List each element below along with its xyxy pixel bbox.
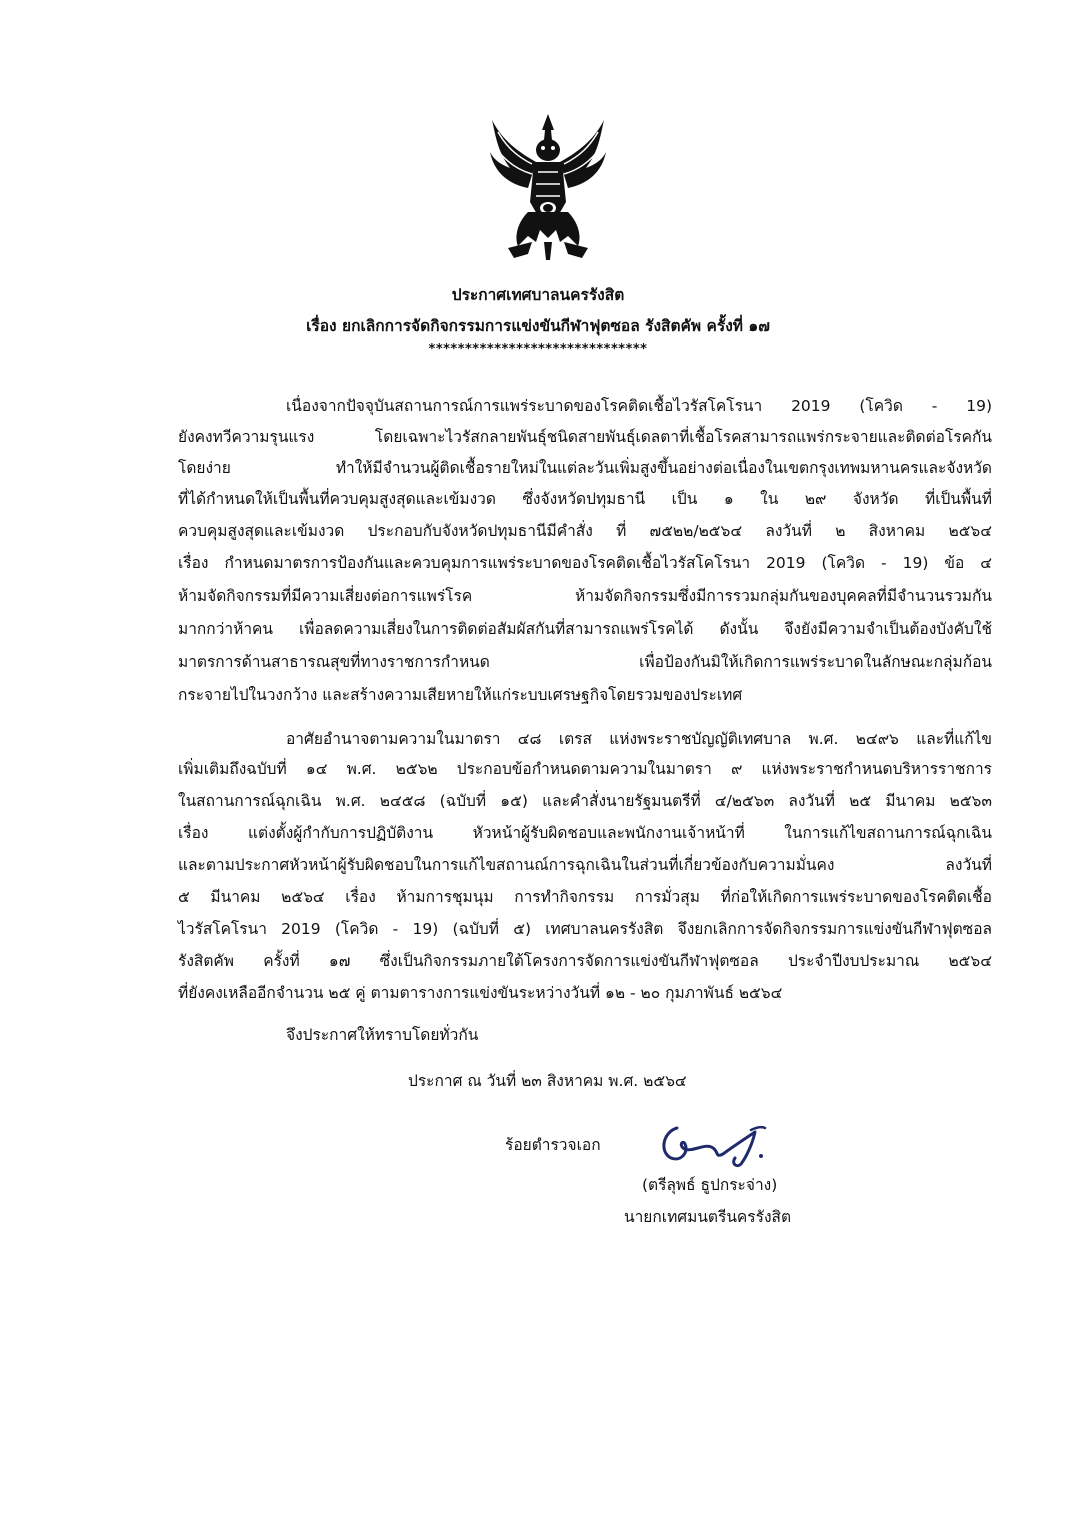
paragraph-2-line: เพิ่มเติมถึงฉบับที่ ๑๔ พ.ศ. ๒๕๖๒ ประกอบข้อกำหนดตามความในมาตรา ๙ แห่งพระราชกำหนดบริหารราชการ bbox=[178, 760, 992, 778]
signature-icon bbox=[655, 1118, 775, 1168]
closing-statement: จึงประกาศให้ทราบโดยทั่วกัน bbox=[286, 1026, 479, 1044]
signer-title: นายกเทศมนตรีนครรังสิต bbox=[624, 1208, 792, 1226]
paragraph-1-line: มาตรการด้านสาธารณสุขที่ทางราชการกำหนด เพื่อป้องกันมิให้เกิดการแพร่ระบาดในลักษณะกลุ่มก้อน bbox=[178, 653, 992, 671]
signer-rank: ร้อยตำรวจเอก bbox=[505, 1136, 601, 1154]
paragraph-2-line: เรื่อง แต่งตั้งผู้กำกับการปฏิบัติงาน หัวหน้าผู้รับผิดชอบและพนักงานเจ้าหน้าที่ ในการแก้ไขสถานการณ์ฉุกเฉิน bbox=[178, 824, 992, 842]
paragraph-1-line: โดยง่าย ทำให้มีจำนวนผู้ติดเชื้อรายใหม่ในแต่ละวันเพิ่มสูงขึ้นอย่างต่อเนื่องในเขตกรุงเทพมหานครและจังหวัด bbox=[178, 459, 992, 477]
paragraph-2-line: อาศัยอำนาจตามความในมาตรา ๔๘ เตรส แห่งพระราชบัญญัติเทศบาล พ.ศ. ๒๔๙๖ และที่แก้ไข bbox=[286, 730, 992, 748]
paragraph-2-line: ๕ มีนาคม ๒๕๖๔ เรื่อง ห้ามการชุมนุม การทำกิจกรรม การมั่วสุม ที่ก่อให้เกิดการแพร่ระบาดของโรคติดเชื้อ bbox=[178, 888, 992, 906]
announcement-date: ประกาศ ณ วันที่ ๒๓ สิงหาคม พ.ศ. ๒๕๖๔ bbox=[408, 1072, 687, 1090]
document-subject: เรื่อง ยกเลิกการจัดกิจกรรมการแข่งขันกีฬาฟุตซอล รังสิตคัพ ครั้งที่ ๑๗ bbox=[306, 317, 770, 335]
paragraph-2-line: ที่ยังคงเหลืออีกจำนวน ๒๕ คู่ ตามตารางการแข่งขันระหว่างวันที่ ๑๒ - ๒๐ กุมภาพันธ์ ๒๕๖๔ bbox=[178, 984, 783, 1002]
paragraph-2-line: รังสิตคัพ ครั้งที่ ๑๗ ซึ่งเป็นกิจกรรมภายใต้โครงการจัดการแข่งขันกีฬาฟุตซอล ประจำปีงบประมาณ ๒๕๖๔ bbox=[178, 952, 992, 970]
paragraph-1-line: เนื่องจากปัจจุบันสถานการณ์การแพร่ระบาดของโรคติดเชื้อไวรัสโคโรนา 2019 (โควิด - 19) bbox=[286, 397, 992, 415]
paragraph-2-line: ในสถานการณ์ฉุกเฉิน พ.ศ. ๒๔๕๘ (ฉบับที่ ๑๕) และคำสั่งนายรัฐมนตรีที่ ๔/๒๕๖๓ ลงวันที่ ๒๕ มีนาคม ๒๕๖๓ bbox=[178, 792, 992, 810]
paragraph-2-line: ไวรัสโคโรนา 2019 (โควิด - 19) (ฉบับที่ ๕) เทศบาลนครรังสิต จึงยกเลิกการจัดกิจกรรมการแข่งขันกีฬาฟุตซอล bbox=[178, 920, 992, 938]
title-separator: ****************************** bbox=[428, 342, 648, 357]
document-heading: ประกาศเทศบาลนครรังสิต bbox=[451, 286, 625, 304]
paragraph-1-line: ห้ามจัดกิจกรรมที่มีความเสี่ยงต่อการแพร่โรค ห้ามจัดกิจกรรมซึ่งมีการรวมกลุ่มกันของบุคคลที่มีจำนวนรวมกัน bbox=[178, 587, 992, 605]
garuda-emblem-icon bbox=[488, 112, 608, 262]
signer-name: (ตรีลุพธ์ ธูปกระจ่าง) bbox=[642, 1176, 778, 1194]
paragraph-1-line: ยังคงทวีความรุนแรง โดยเฉพาะไวรัสกลายพันธุ์ชนิดสายพันธุ์เดลตาที่เชื้อโรคสามารถแพร่กระจายและติดต่อโรคกัน bbox=[178, 428, 992, 446]
paragraph-1-line: กระจายไปในวงกว้าง และสร้างความเสียหายให้แก่ระบบเศรษฐกิจโดยรวมของประเทศ bbox=[178, 686, 743, 704]
paragraph-1-line: ที่ได้กำหนดให้เป็นพื้นที่ควบคุมสูงสุดและเข้มงวด ซึ่งจังหวัดปทุมธานี เป็น ๑ ใน ๒๙ จังหวัด ที่เป็นพื้นที่ bbox=[178, 490, 992, 508]
paragraph-1-line: มากกว่าห้าคน เพื่อลดความเสี่ยงในการติดต่อสัมผัสกันที่สามารถแพร่โรคได้ ดังนั้น จึงยังมีความจำเป็นต้องบังคับใช้ bbox=[178, 620, 992, 638]
paragraph-1-line: เรื่อง กำหนดมาตรการป้องกันและควบคุมการแพร่ระบาดของโรคติดเชื้อไวรัสโคโรนา 2019 (โควิด - 19) ข้อ ๔ bbox=[178, 554, 992, 572]
paragraph-2-line: และตามประกาศหัวหน้าผู้รับผิดชอบในการแก้ไขสถานณ์การฉุกเฉินในส่วนที่เกี่ยวข้องกับความมั่นคง ลงวันที่ bbox=[178, 856, 992, 874]
paragraph-1-line: ควบคุมสูงสุดและเข้มงวด ประกอบกับจังหวัดปทุมธานีมีคำสั่ง ที่ ๗๕๒๒/๒๕๖๔ ลงวันที่ ๒ สิงหาคม ๒๕๖๔ bbox=[178, 522, 992, 540]
